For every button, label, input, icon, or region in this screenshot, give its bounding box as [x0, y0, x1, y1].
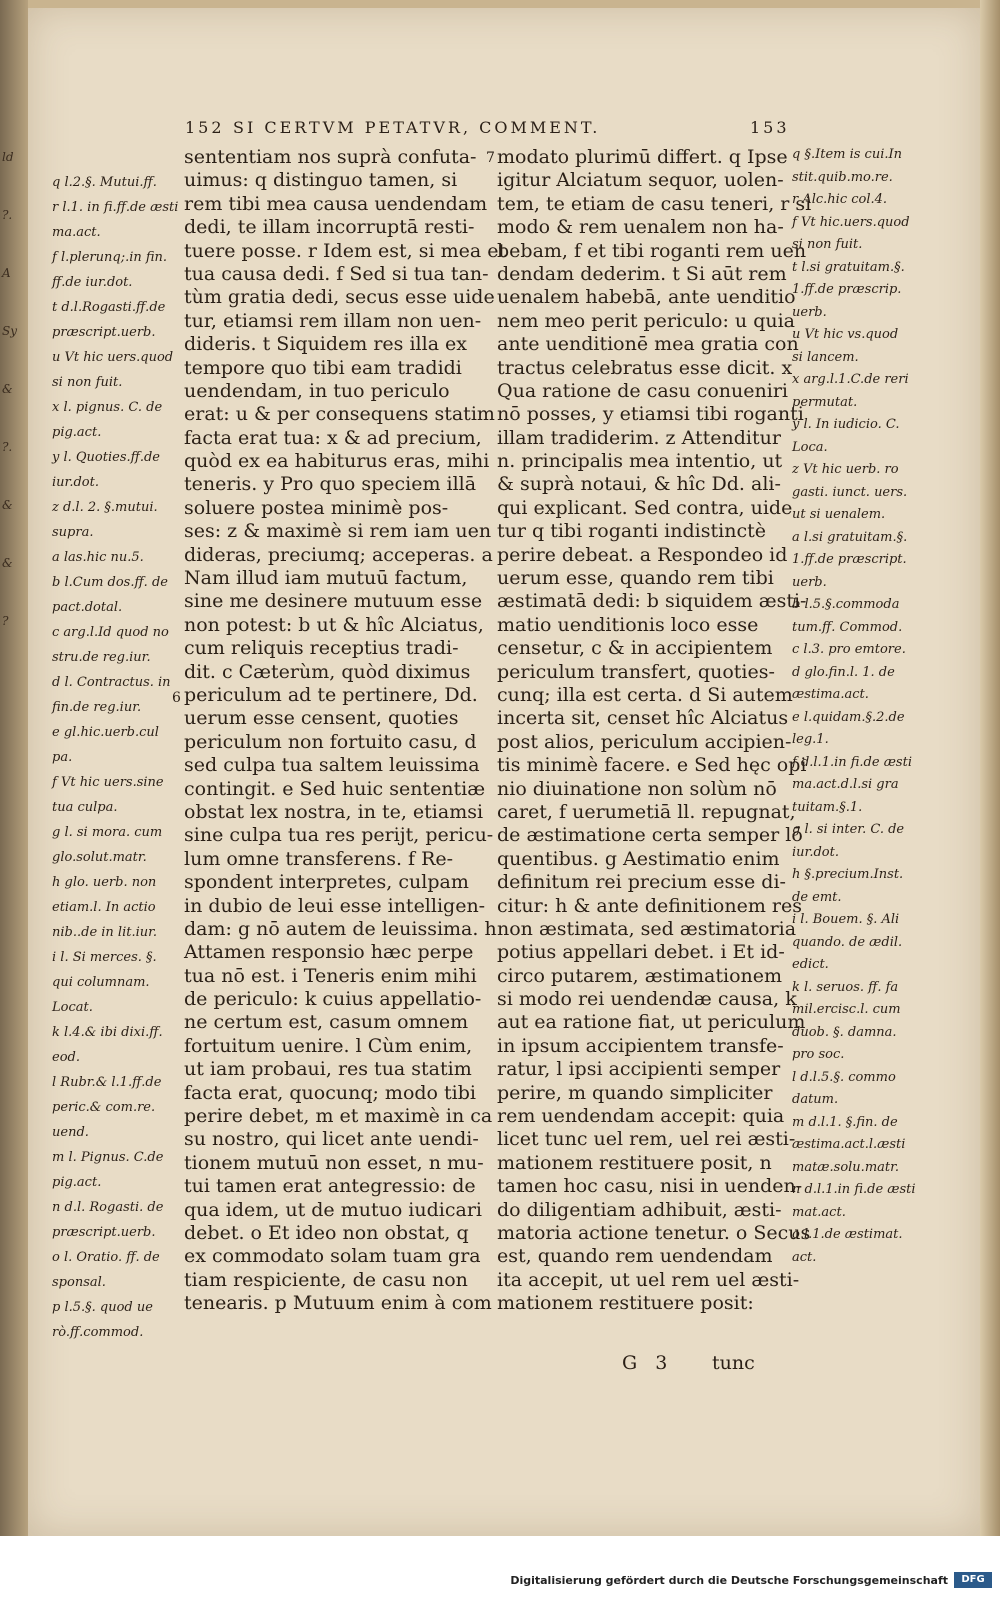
- stub-mark: ?.: [2, 208, 13, 222]
- text-line: rem uendendam accepit: quia: [497, 1105, 785, 1128]
- text-line: in dubio de leui esse intelligen-: [184, 894, 486, 917]
- marginal-note: duob. §. damna.: [792, 1025, 897, 1040]
- marginal-note: m l. Pignus. C.de: [52, 1150, 164, 1165]
- marginal-note: pig.act.: [52, 425, 102, 440]
- stub-mark: &: [2, 556, 13, 570]
- marginal-note: i l. Si merces. §.: [52, 950, 157, 965]
- marginal-note: q l.2.§. Mutui.ff.: [52, 175, 157, 190]
- text-line: non potest: b ut & hîc Alciatus,: [184, 613, 484, 636]
- marginal-note: r Alc.hic col.4.: [792, 192, 888, 207]
- dfg-logo: DFG: [954, 1572, 992, 1588]
- text-line: non æstimata, sed æstimatoria: [497, 917, 797, 940]
- marginal-note: e gl.hic.uerb.cul: [52, 725, 159, 740]
- marginal-note: d l. Contractus. in: [52, 675, 171, 690]
- marginal-note: uerb.: [792, 575, 827, 590]
- marginal-note: u Vt hic vs.quod: [792, 327, 899, 342]
- marginal-note: ma.act.d.l.si gra: [792, 777, 899, 792]
- marginal-note: matæ.solu.matr.: [792, 1160, 900, 1175]
- marginal-note: sponsal.: [52, 1275, 106, 1290]
- text-line: post alios, periculum accipien-: [497, 730, 792, 753]
- text-line: tur, etiamsi rem illam non uen-: [184, 309, 482, 332]
- marginal-note: g l. si inter. C. de: [792, 822, 905, 837]
- text-line: dideras, preciumq; acceperas. a: [184, 543, 493, 566]
- marginal-note: pact.dotal.: [52, 600, 123, 615]
- text-line: est, quando rem uendendam: [497, 1245, 773, 1268]
- text-line: soluere postea minimè pos-: [184, 496, 449, 519]
- marginal-note: y l. Quoties.ff.de: [52, 450, 160, 465]
- stub-mark: ?: [2, 614, 9, 628]
- marginal-note: quando. de ædil.: [792, 935, 903, 950]
- marginal-note: permutat.: [792, 395, 858, 410]
- marginal-note: datum.: [792, 1092, 839, 1107]
- marginal-note: præscript.uerb.: [52, 1225, 156, 1240]
- marginal-note: b l.Cum dos.ff. de: [52, 575, 168, 590]
- marginal-note: t d.l.Rogasti.ff.de: [52, 300, 166, 315]
- marginal-note: peric.& com.re.: [52, 1100, 156, 1115]
- text-line: tui tamen erat antegressio: de: [184, 1175, 476, 1198]
- text-line: si modo rei uendendæ causa, k: [497, 988, 797, 1011]
- text-line: æstimatā dedi: b siquidem æsti-: [497, 590, 807, 613]
- marginal-note: m d.l.1. §.fin. de: [792, 1115, 898, 1130]
- marginal-note: iur.dot.: [52, 475, 99, 490]
- text-line: periculum transfert, quoties-: [497, 660, 775, 683]
- marginal-note: ma.act.: [52, 225, 101, 240]
- text-line: sine culpa tua res perijt, pericu-: [184, 824, 494, 847]
- text-line: facta erat, quocunq; modo tibi: [184, 1081, 476, 1104]
- text-line: uerum esse censent, quoties: [184, 707, 459, 730]
- stub-mark: Sy: [2, 324, 17, 338]
- marginal-note: Locat.: [52, 1000, 93, 1015]
- text-line: tem, te etiam de casu teneri, r si: [497, 192, 812, 215]
- marginal-note: leg.1.: [792, 732, 829, 747]
- marginal-note: r l.1. in fi.ff.de æsti: [52, 200, 179, 215]
- text-line: uerum esse, quando rem tibi: [497, 567, 774, 590]
- marginal-note: ut si uenalem.: [792, 507, 886, 522]
- text-line: tiam respiciente, de casu non: [184, 1268, 468, 1291]
- marginal-note: qui columnam.: [52, 975, 150, 990]
- text-line: ita accepit, ut uel rem uel æsti-: [497, 1268, 800, 1291]
- marginal-note: rò.ff.commod.: [52, 1325, 144, 1340]
- marginal-note: iur.dot.: [792, 845, 839, 860]
- text-line: circo putarem, æstimationem: [497, 964, 783, 987]
- text-line: periculum ad te pertinere, Dd.: [184, 683, 478, 706]
- text-line: ut iam probaui, res tua statim: [184, 1058, 472, 1081]
- marginal-note: præscript.uerb.: [52, 325, 156, 340]
- marginal-note: act.: [792, 1250, 817, 1265]
- marginal-note: Loca.: [792, 440, 828, 455]
- text-line: dam: g nō autem de leuissima. h: [184, 917, 497, 940]
- text-line: tua nō est. i Teneris enim mihi: [184, 964, 477, 987]
- text-line: qui explicant. Sed contra, uide: [497, 496, 793, 519]
- text-line: contingit. e Sed huic sententiæ: [184, 777, 486, 800]
- text-line: dideris. t Siquidem res illa ex: [184, 333, 468, 356]
- text-line: perire, m quando simpliciter: [497, 1081, 773, 1104]
- text-line: mationem restituere posit:: [497, 1292, 754, 1315]
- marginal-note: pa.: [52, 750, 73, 765]
- marginal-note: x l. pignus. C. de: [52, 400, 163, 415]
- marginal-note: z Vt hic uerb. ro: [792, 462, 899, 477]
- marginal-note: p l.5.§. quod ue: [52, 1300, 153, 1315]
- marginal-note: f l.plerunq;.in fin.: [52, 250, 168, 265]
- marginal-note: h glo. uerb. non: [52, 875, 157, 890]
- text-line: tractus celebratus esse dicit. x: [497, 356, 793, 379]
- marginal-note: eod.: [52, 1050, 80, 1065]
- marginal-note: c l.3. pro emtore.: [792, 642, 906, 657]
- text-line: quòd ex ea habiturus eras, mihi: [184, 450, 490, 473]
- text-line: quentibus. g Aestimatio enim: [497, 847, 780, 870]
- text-line: do diligentiam adhibuit, æsti-: [497, 1198, 782, 1221]
- marginal-note: ff.de iur.dot.: [52, 275, 133, 290]
- text-line: su nostro, qui licet ante uendi-: [184, 1128, 479, 1151]
- marginal-note: pro soc.: [792, 1047, 845, 1062]
- marginal-note: t l.si gratuitam.§.: [792, 260, 905, 275]
- text-line: perire debeat. a Respondeo id: [497, 543, 788, 566]
- text-line: uendendam, in tuo periculo: [184, 379, 450, 402]
- marginal-note: e l.quidam.§.2.de: [792, 710, 905, 725]
- text-line: obstat lex nostra, in te, etiamsi: [184, 800, 484, 823]
- text-line: nio diuinatione non solùm nō: [497, 777, 777, 800]
- marginal-note: n d.l.1.in fi.de æsti: [792, 1182, 916, 1197]
- marginal-note: h §.precium.Inst.: [792, 867, 904, 882]
- text-line: dit. c Cæterùm, quòd diximus: [184, 660, 471, 683]
- text-line: ratur, l ipsi accipienti semper: [497, 1058, 781, 1081]
- text-line: matio uenditionis loco esse: [497, 613, 759, 636]
- text-line: de æstimatione certa semper lō: [497, 824, 803, 847]
- marginal-note: q §.Item is cui.In: [792, 147, 903, 162]
- text-line: ante uenditionē mea gratia con: [497, 333, 799, 356]
- text-line: sententiam nos suprà confuta-: [184, 146, 477, 168]
- text-line: potius appellari debet. i Et id-: [497, 941, 785, 964]
- marginal-note: æstima.act.: [792, 687, 869, 702]
- text-line: cunq; illa est certa. d Si autem: [497, 683, 793, 706]
- text-line: tuere posse. r Idem est, si mea et: [184, 239, 507, 262]
- left-text-column: [184, 146, 507, 1316]
- text-line: de periculo: k cuius appellatio-: [184, 988, 482, 1011]
- text-line: illam tradiderim. z Attenditur: [497, 426, 781, 449]
- stub-mark: ?.: [2, 440, 13, 454]
- text-line: ne certum est, casum omnem: [184, 1011, 469, 1034]
- text-line: fortuitum uenire. l Cùm enim,: [184, 1034, 473, 1057]
- marginal-note: 1.ff.de præscrip.: [792, 282, 902, 297]
- marginal-note: si non fuit.: [792, 237, 863, 252]
- marginal-note: l Rubr.& l.1.ff.de: [52, 1075, 162, 1090]
- text-line: in ipsum accipientem transfe-: [497, 1034, 784, 1057]
- text-line: definitum rei precium esse di-: [497, 871, 786, 894]
- text-line: censetur, c & in accipientem: [497, 637, 773, 660]
- marginal-note: etiam.l. In actio: [52, 900, 156, 915]
- text-line: tur q tibi roganti indistinctè: [497, 520, 766, 543]
- stub-mark: &: [2, 382, 13, 396]
- text-line: aut ea ratione fiat, ut periculum: [497, 1011, 806, 1034]
- text-line: tis minimè facere. e Sed hęc opi: [497, 754, 807, 777]
- signature-mark: G 3: [622, 1352, 674, 1374]
- text-line: perire debet, m et maximè in ca: [184, 1105, 493, 1128]
- marginal-note: n d.l. Rogasti. de: [52, 1200, 164, 1215]
- marginal-note: uend.: [52, 1125, 89, 1140]
- text-line: qua idem, ut de mutuo iudicari: [184, 1198, 482, 1221]
- text-line: ex commodato solam tuam gra: [184, 1245, 481, 1268]
- catchword: tunc: [712, 1352, 755, 1374]
- marginal-note: stru.de reg.iur.: [52, 650, 151, 665]
- marginal-note: y l. In iudicio. C.: [792, 417, 900, 432]
- marginal-note: b l.5.§.commoda: [792, 597, 900, 612]
- text-line: sine me desinere mutuum esse: [184, 590, 483, 613]
- marginal-note: f Vt hic uers.sine: [52, 775, 164, 790]
- text-line: rem tibi mea causa uendendam: [184, 192, 488, 215]
- text-line: uenalem habebā, ante uenditio: [497, 286, 796, 309]
- text-line: modato plurimū differt. q Ipse: [497, 146, 788, 168]
- marginal-note: 1.ff.de præscript.: [792, 552, 907, 567]
- marginal-note: pig.act.: [52, 1175, 102, 1190]
- marginal-note: k l.4.& ibi dixi.ff.: [52, 1025, 163, 1040]
- text-line: dedi, te illam incorruptā resti-: [184, 216, 475, 239]
- text-line: lum omne transferens. f Re-: [184, 847, 454, 870]
- right-page-number: 153: [750, 118, 790, 137]
- marginal-note: æstima.act.l.æsti: [792, 1137, 906, 1152]
- text-line: Nam illud iam mutuū factum,: [184, 567, 468, 590]
- marginal-note: z d.l. 2. §.mutui.: [52, 500, 158, 515]
- marginal-note: tum.ff. Commod.: [792, 620, 903, 635]
- marginal-note: si non fuit.: [52, 375, 123, 390]
- text-line: incerta sit, censet hîc Alciatus: [497, 707, 789, 730]
- running-title: SI CERTVM PETATVR, COMMENT.: [233, 118, 601, 137]
- text-line: bebam, f et tibi roganti rem uen: [497, 239, 807, 262]
- marginal-note: edict.: [792, 957, 829, 972]
- text-line: tamen hoc casu, nisi in uenden-: [497, 1175, 803, 1198]
- text-line: citur: h & ante definitionem res: [497, 894, 802, 917]
- marginal-note: tuitam.§.1.: [792, 800, 863, 815]
- marginal-note: uerb.: [792, 305, 827, 320]
- text-line: licet tunc uel rem, uel rei æsti-: [497, 1128, 796, 1151]
- marginal-note: glo.solut.matr.: [52, 850, 147, 865]
- text-line: mationem restituere posit, n: [497, 1151, 772, 1174]
- text-line: spondent interpretes, culpam: [184, 871, 469, 894]
- text-line: teneris. y Pro quo speciem illā: [184, 473, 477, 496]
- text-line: modo & rem uenalem non ha-: [497, 216, 784, 239]
- text-line: facta erat tua: x & ad precium,: [184, 426, 482, 449]
- marginal-note: supra.: [52, 525, 94, 540]
- text-line: tùm gratia dedi, secus esse uide: [184, 286, 495, 309]
- footer-credit: Digitalisierung gefördert durch die Deutsche Forschungsgemeinschaft: [510, 1574, 948, 1587]
- text-line: n. principalis mea intentio, ut: [497, 450, 783, 473]
- text-line: nem meo perit periculo: u quia: [497, 309, 795, 332]
- marginal-note: f d.l.1.in fi.de æsti: [792, 755, 912, 770]
- text-line: dendam dederim. t Si aūt rem: [497, 262, 787, 285]
- marginal-note: x arg.l.1.C.de reri: [792, 372, 909, 387]
- marginal-note: o l. Oratio. ff. de: [52, 1250, 160, 1265]
- marginal-note: a l.si gratuitam.§.: [792, 530, 908, 545]
- digitization-footer: [0, 1536, 1000, 1598]
- marginal-note: tua culpa.: [52, 800, 118, 815]
- marginal-note: mil.ercisc.l. cum: [792, 1002, 901, 1017]
- text-line: Qua ratione de casu conueniri: [497, 379, 788, 402]
- marginal-note: o l.1.de æstimat.: [792, 1227, 903, 1242]
- text-line: ses: z & maximè si rem iam uen: [184, 520, 492, 543]
- book-edge-left: [0, 0, 28, 1536]
- text-line: Attamen responsio hæc perpe: [184, 941, 474, 964]
- text-line: tempore quo tibi eam tradidi: [184, 356, 462, 379]
- marginal-note: stit.quib.mo.re.: [792, 170, 893, 185]
- marginal-note: l d.l.5.§. commo: [792, 1070, 896, 1085]
- book-edge-right: [980, 0, 1000, 1536]
- marginal-note: g l. si mora. cum: [52, 825, 163, 840]
- marginal-note: gasti. iunct. uers.: [792, 485, 908, 500]
- text-line: uimus: q distinguo tamen, si: [184, 169, 458, 192]
- marginal-note: c arg.l.Id quod no: [52, 625, 169, 640]
- marginal-note: d glo.fin.l. 1. de: [792, 665, 895, 680]
- text-line: erat: u & per consequens statim: [184, 403, 495, 426]
- left-page-number: 152: [185, 118, 225, 137]
- marginal-note: nib..de in lit.iur.: [52, 925, 158, 940]
- text-line: sed culpa tua saltem leuissima: [184, 754, 480, 777]
- text-line: tua causa dedi. f Sed si tua tan-: [184, 262, 489, 285]
- text-line: & suprà notaui, & hîc Dd. ali-: [497, 473, 781, 496]
- margin-marker-right: 7: [486, 150, 495, 166]
- margin-marker-left: 6: [172, 690, 181, 706]
- stub-mark: &: [2, 498, 13, 512]
- marginal-note: a las.hic nu.5.: [52, 550, 144, 565]
- text-line: debet. o Et ideo non obstat, q: [184, 1221, 469, 1244]
- text-line: periculum non fortuito casu, d: [184, 730, 477, 753]
- stub-mark: A: [2, 266, 11, 280]
- marginal-note: si lancem.: [792, 350, 859, 365]
- text-line: tionem mutuū non esset, n mu-: [184, 1151, 484, 1174]
- marginal-note: u Vt hic uers.quod: [52, 350, 174, 365]
- text-line: cum reliquis receptius tradi-: [184, 637, 459, 660]
- stub-mark: ld: [2, 150, 14, 164]
- text-line: igitur Alciatum sequor, uolen-: [497, 169, 784, 192]
- text-line: nō posses, y etiamsi tibi roganti: [497, 403, 804, 426]
- text-line: tenearis. p Mutuum enim à com: [184, 1292, 492, 1315]
- marginal-note: k l. seruos. ff. fa: [792, 980, 899, 995]
- marginal-note: mat.act.: [792, 1205, 846, 1220]
- marginal-note: i l. Bouem. §. Ali: [792, 912, 900, 927]
- marginal-note: fin.de reg.iur.: [52, 700, 142, 715]
- marginal-note: de emt.: [792, 890, 842, 905]
- text-line: matoria actione tenetur. o Secus: [497, 1221, 811, 1244]
- marginal-note: f Vt hic.uers.quod: [792, 215, 910, 230]
- text-line: caret, f uerumetiā ll. repugnat,: [497, 800, 796, 823]
